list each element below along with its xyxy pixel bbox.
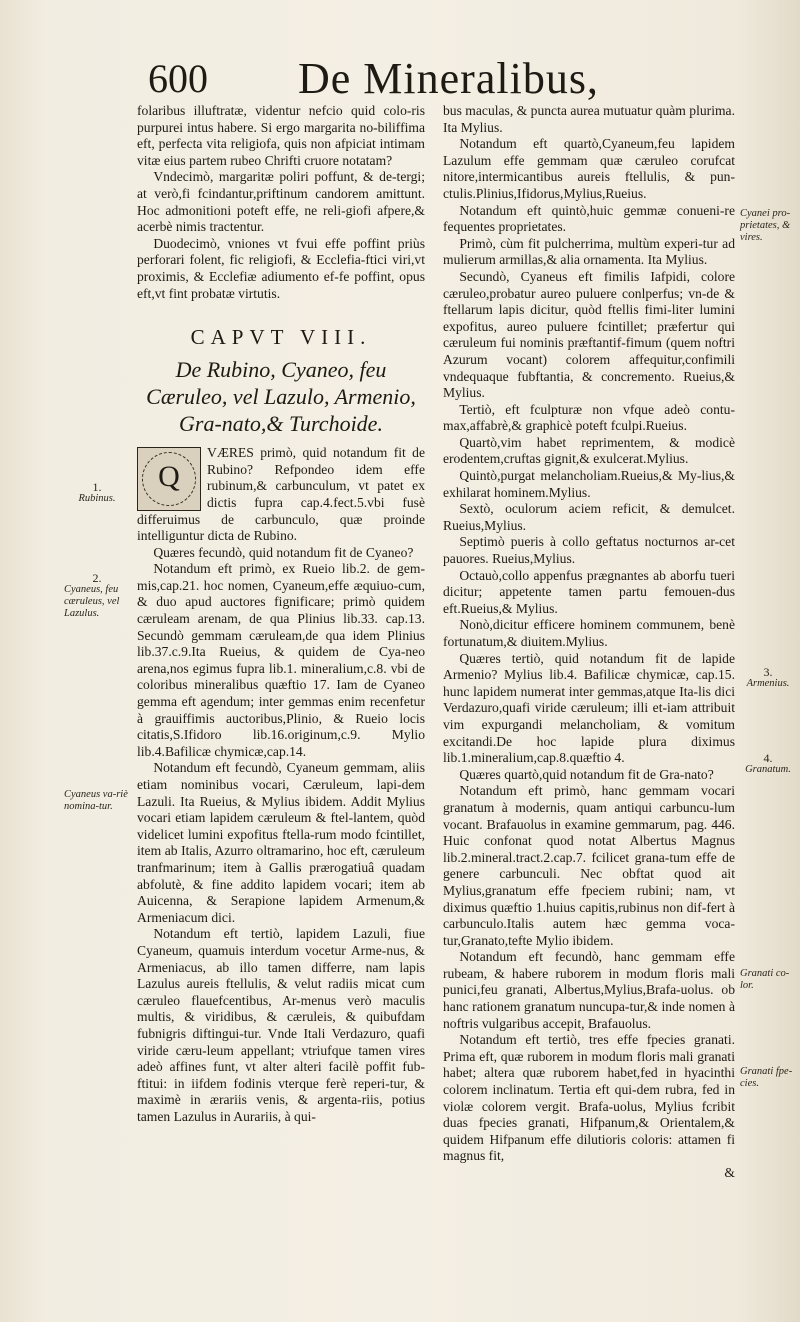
paragraph: Notandum eft primò, hanc gemmam vocari granatum à modernis, quam antiqui carbuncu-lum vocant. Brafauolus in examine gemmarum, pag. 446. Huic confonat quod notat Albertus Magnus lib.2.mineral.tract.2.cap.7. fcilicet grana-tum effe de genere carbunculi. Nec obftat quod ait Mylius,granatum effe fpeciem rubini; nam, vt diximus quæftio 1.huius capitis,rubinus non dif-fert à carbunculo.Italis autem hæc gemma voca-tur,Granato,tefte Mylio ibidem. [443,783,735,948]
decorated-initial [137,447,201,511]
paragraph: Notandum eft tertiò, tres effe fpecies granati. Prima eft, quæ ruborem in modum floris mali granati habet; altera quæ ruborem habet,fed in hyacinthi colorem inclinatum. Tertia eft qui-dem rubra, fed in violæ colorem vergit. Brafa-uolus, Mylius fcribit duas fpecies granati, Hifpanum,& Orientalem,& quidem Hifpanum effe dilutioris coloris: attamen fi magnus fit, [443,1032,735,1164]
left-column [137,103,425,1125]
paragraph: VÆRES primò, quid notandum fit de Rubino? Refpondeo idem effe rubinum,& carbunculum, vt patet ex dictis fupra cap.4.fect.5.vbi fusè differuimus de carbunculo, quæ proinde intelliguntur dicta de Rubino. [137,445,425,544]
chapter-heading: CAPVT VIII. [190,325,372,350]
paragraph: Sextò, oculorum aciem reficit, & demulcet. Rueius,Mylius. [443,501,735,533]
paragraph: Notandum eft fecundò, Cyaneum gemmam, aliis etiam nominibus vocari, Cæruleum, lapi-dem Lazuli. Ita Rueius, & Mylius ibidem. Addit Mylius vocari etiam lapidem cæruleum & ftel-lantem, quòd videlicet lumini expofitus ftella-rum modo fcintillet, item ab Italis, Azurro oltramarino, hoc eft, cæruleum tranfmarinum; item à Gallis prærogatiuâ quadam abfolutè, & fine addito lapidem vocari; item ab Auicenna, & Serapione lapidem Armenum,& Armeniacum dici. [137,760,425,925]
paragraph: Octauò,collo appenfus prægnantes ab aborfu tueri dicitur; appetente tamen partu femouen-dus eft.Rueius,& Mylius. [443,567,735,616]
paragraph: Notandum eft quartò,Cyaneum,feu lapidem Lazulum effe gemmam quæ cæruleo corufcat nitore,intermicantibus aureis ftellulis, & pun-ctulis.Plinius,Ifidorus,Mylius,Rueius. [443,136,735,201]
running-title: De Mineralibus, [298,54,599,103]
margin-note-cyaneus-nomina: Cyaneus va-riè nomina-tur. [64,789,128,812]
margin-note-granati-species: Granati fpe-cies. [740,1066,793,1089]
page-header [148,54,708,103]
paragraph: Quæres tertiò, quid notandum fit de lapide Armenio? Mylius lib.4. Bafilicæ chymicæ, cap.15. hunc lapidem numerat inter gemmas,atque Ita-lis dici Verdazuro,quafi viride cæruleum; illi et-iam attribuit vim expurgandi melancholiam, & vomitum excitandi.De hoc lapide plura diximus lib.1.mineralium,cap.8.quæftio 4. [443,650,735,766]
paragraph: Notandum eft primò, ex Rueio lib.2. de gem-mis,cap.21. hoc nomen, Cyaneum,effe æquiuo-cum, & duo apud auctores fignificare; primò quidem cæruleam arenam, de qua Plinius lib.33. cap.13. Secundò gemmam cæruleam,de qua idem Plinius lib.37.c.9.Ita Rueius, & quidem de Cya-neo arena,nos egimus fupra lib.1. mineralium,c.8. vbi de coloribus mineralibus quæftio 17. Iam de Cyaneo gemma eft agendum; inter gemmas enim recenfetur à grauiffimis auctoribus,Plinio, & Rueio locis citatis,S.Ifidoro lib.16.originum,c.9. Mylio lib.4.Bafilicæ chymicæ,cap.14. [137,561,425,759]
margin-note-cyaneus: 2. Cyaneus, feu cæruleus, vel Lazulus. [64,571,120,619]
paragraph: Quæres quartò,quid notandum fit de Gra-nato? [459,766,714,782]
right-column [443,103,735,1182]
paragraph: Primò, cùm fit pulcherrima, multùm experi-tur ad mulierum armillas,& alia ornamenta. Ita Mylius. [443,235,735,268]
margin-note-armenius: 3. Armenius. [746,665,790,689]
paragraph: Tertiò, eft fculpturæ non vfque adeò contu-max,affabrè,& graphicè poteft fculpi.Rueius. [443,401,735,434]
paragraph: Septimò pueris à collo geftatus nocturnos ar-cet pauores. Rueius,Mylius. [443,534,735,567]
paragraph: Nonò,dicitur efficere hominem communem, benè fortunatum,& diuitem.Mylius. [443,617,735,649]
margin-note-granati-color: Granati co-lor. [740,968,790,991]
margin-note-proprietates: Cyanei pro-prietates, & vires. [740,208,791,243]
initial-letter: Q [158,460,180,494]
paragraph: bus maculas, & puncta aurea mutuatur quàm plurima. Ita Mylius. [443,103,735,135]
page-number: 600 [148,56,208,101]
paragraph: Notandum eft tertiò, lapidem Lazuli, fiue Cyaneum, quamuis interdum vocetur Arme-nus, & Armeniacus, ab illo tamen differre, nam lapis Lazulus aureis ftellulis, & velut radiis micat cum cæruleo flauefcentibus, Ar-menus verò maculis multis, & viridibus, & cæruleis, & quibufdam fubnigris diftingui-tur. Vnde Itali Verdazuro, quafi viride cæru-leum appellant; vtriufque tamen vires adeò affines funt, vt alter alteri facilè poffit fub-ftitui: in iifdem fodinis vterque ferè reperi-tur, & maximè in ærariis venis, & argenta-riis, potius tamen Lazulus in Aurariis, à qui- [137,926,425,1124]
chapter-title: De Rubino, Cyaneo, feu Cæruleo, vel Lazulo, Armenio, Gra-nato,& Turchoide. [146,357,416,437]
paragraph: Quæres fecundò, quid notandum fit de Cyaneo? [153,544,414,560]
paragraph: Secundò, Cyaneus eft fimilis Iafpidi, colore cæruleo,probatur aureo puluere conlperfus; vn-de & ftellarum lapis dicitur, quòd ftellis fimi-liter lumini expofitus, aureo puluere fcintillet; præfertur qui cæruleum fui nominis præftantif-fimum (quem noftri Azurum vocant) colorem affequitur,confimili vndequaque fubftantia, & concremento. Rueius,& Mylius. [443,268,735,401]
catchword: & [724,1165,735,1180]
paragraph: Quartò,vim habet reprimentem, & modicè erodentem,cruftas gignit,& exulcerat.Mylius. [443,434,735,467]
paragraph: Notandum eft quintò,huic gemmæ conueni-re fequentes proprietates. [443,202,735,235]
margin-note-rubinus: 1. Rubinus. [78,480,116,504]
paragraph: Notandum eft fecundò, hanc gemmam effe rubeam, & habere ruborem in modum floris mali punici,feu granati, Albertus,Mylius,Brafa-uolus. ob hanc rationem granatum nuncupa-tur,& inde nomen à noftris vulgaribus accepit, Brafauolus. [443,949,735,1031]
margin-note-granatum: 4. Granatum. [745,751,791,775]
paragraph: folaribus illuftratæ, videntur nefcio quid colo-ris purpurei intus habere. Si ergo margarita no-biliffima eft, perfecta vita religiofa, quis non afpiciat intimam vitæ eius partem rubeo Chrifti cruore notatam? [137,103,425,168]
paragraph: Vndecimò, margaritæ poliri poffunt, & de-tergi; at verò,fi fcindantur,priftinum candorem amittunt. Hoc admonitioni poteft effe, ne reli-giofi afpere,& acerbè nimis tractentur. [137,169,425,235]
paragraph: Quintò,purgat melancholiam.Rueius,& My-lius,& exhilarat hominem.Mylius. [443,468,735,500]
paragraph: Duodecimò, vniones vt fvui effe poffint priùs perforari folent, fic religiofi, & Ecclefia-ftici viri,vt proximis, & Ecclefiæ adiumento ef-fe poffint, opus eft,vt fint probatæ virtutis. [137,235,425,301]
